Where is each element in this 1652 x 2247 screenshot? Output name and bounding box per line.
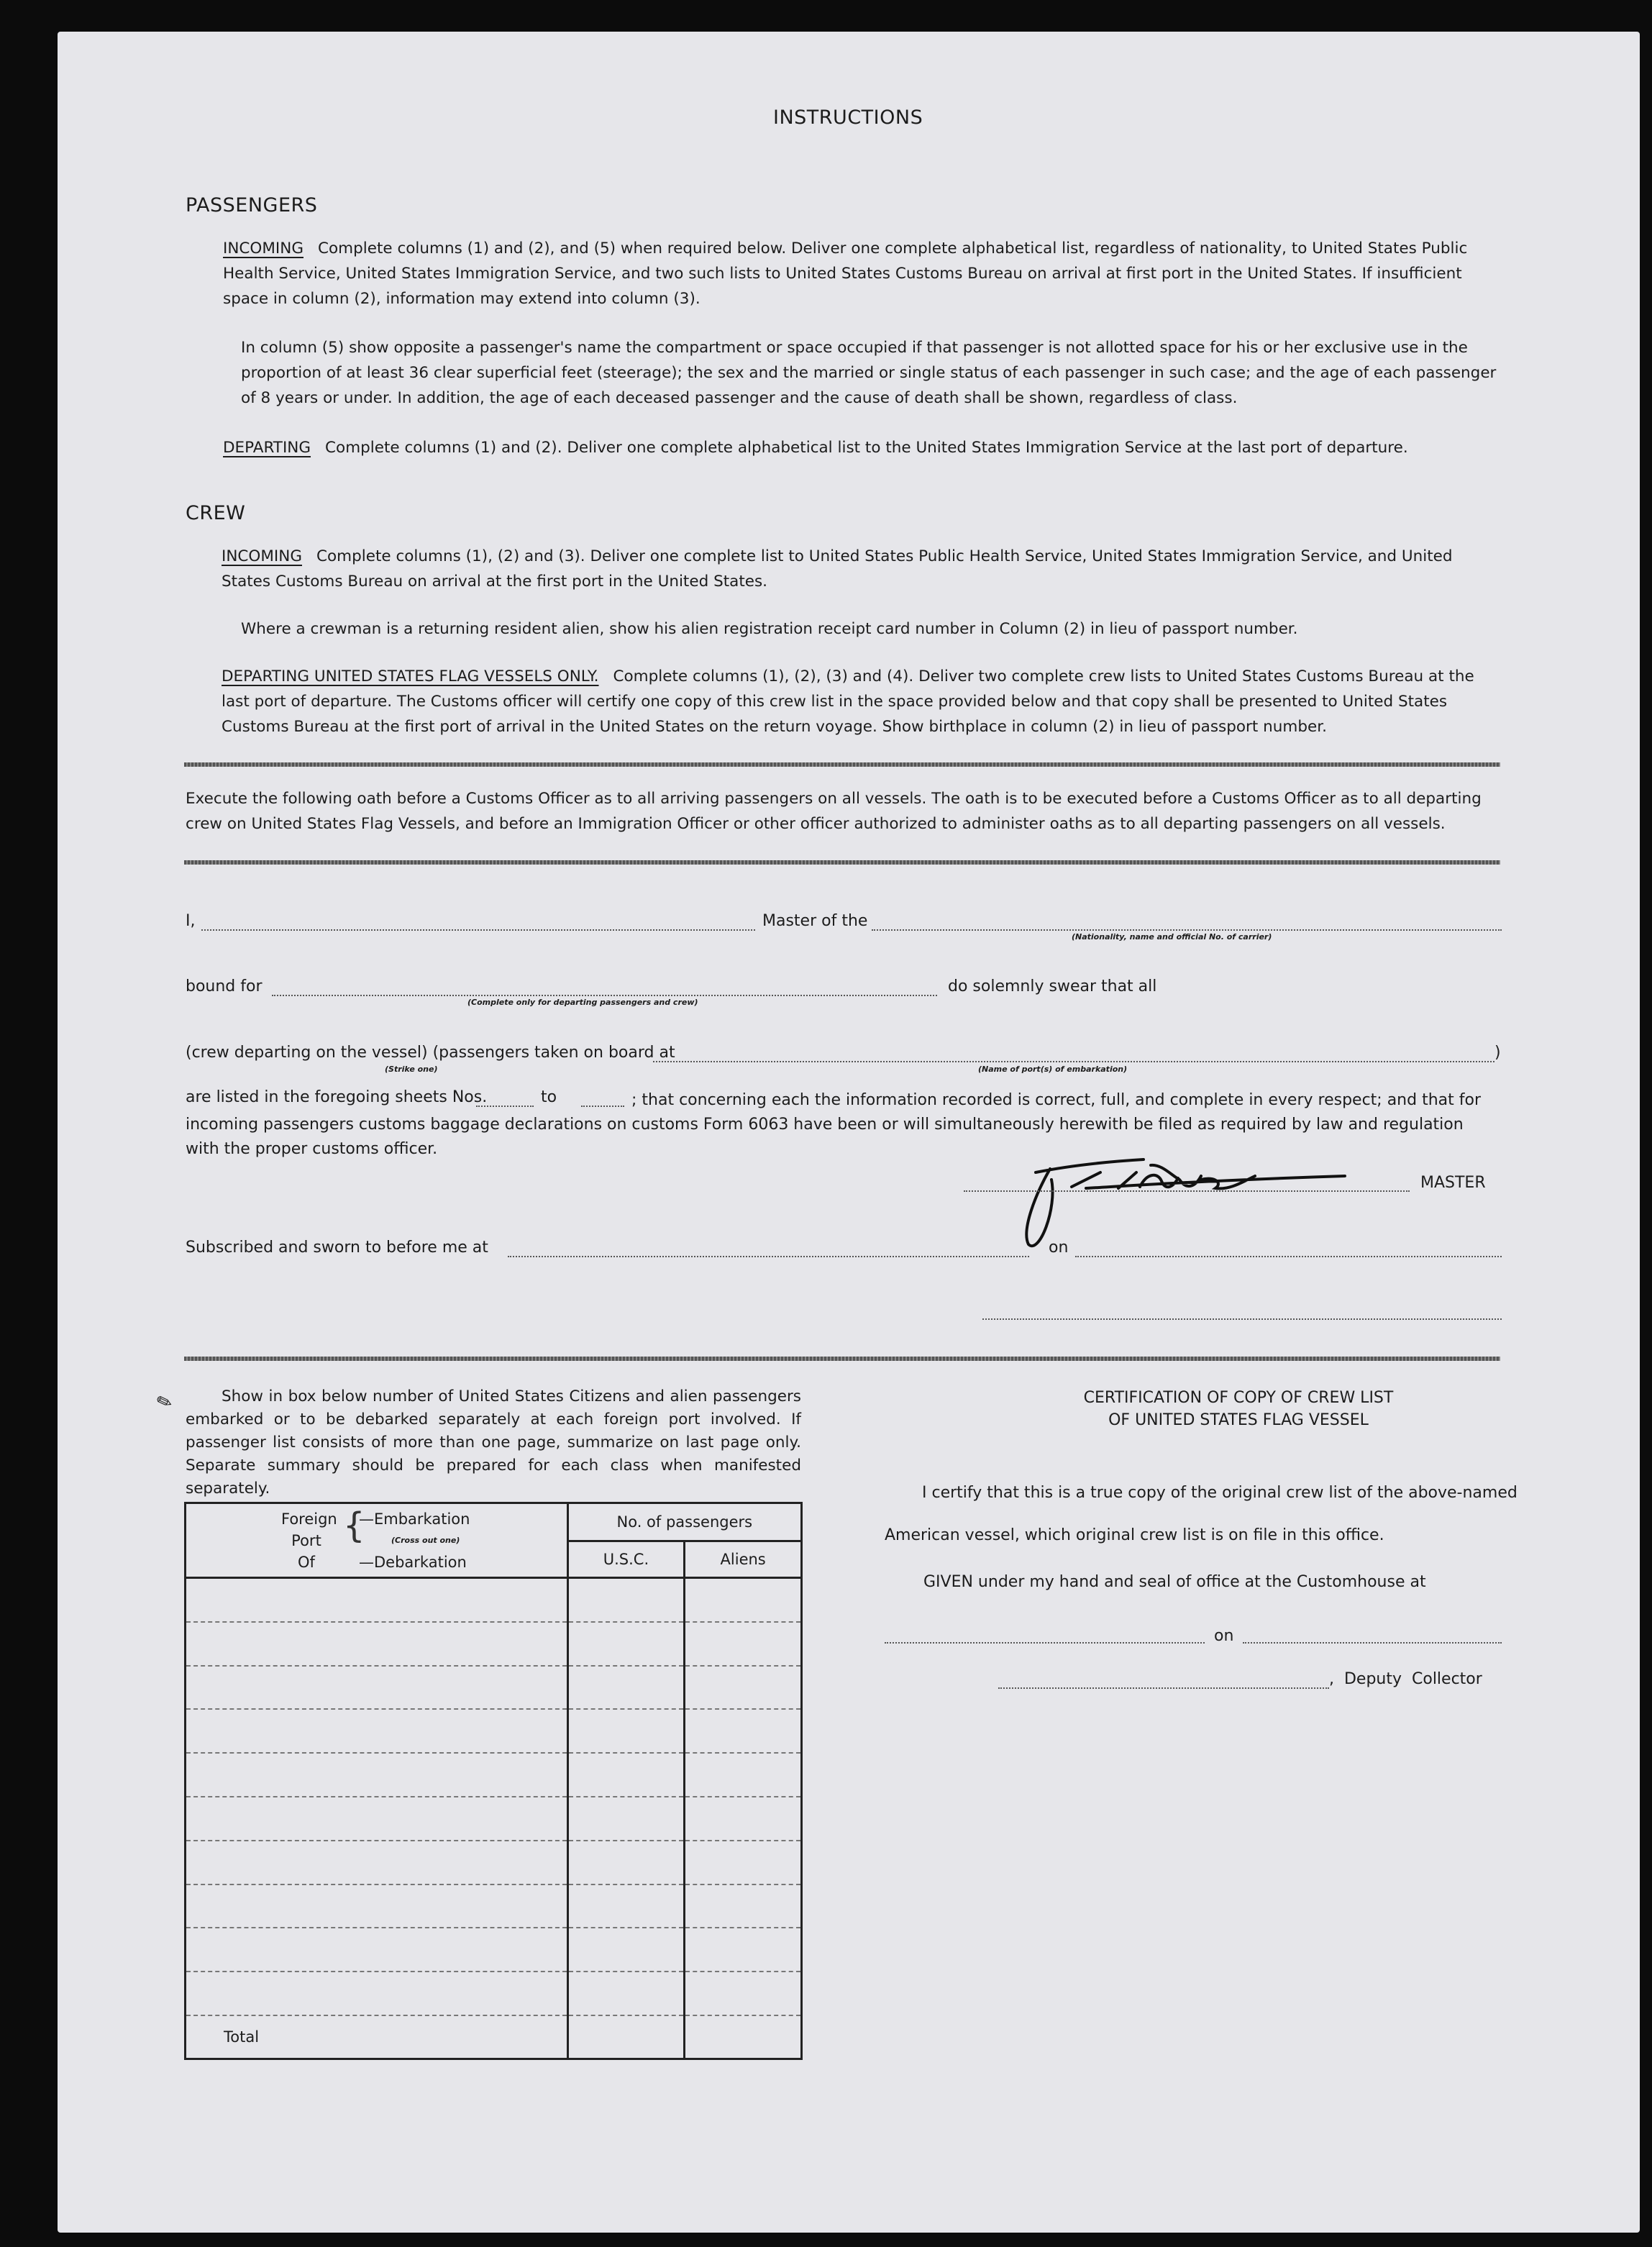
subscribed-place-line[interactable] [508,1256,1029,1257]
passengers-column5-paragraph: In column (5) show opposite a passenger's name the compartment or space occupied if that passenger is not allotted space for his or her exclusive use in the proportion of at least 36 clear superficial feet (steerage); the sex and the married or single status of each passenger in such case; and the age of each passenger of 8 years or under. In addition, the age of each deceased passenger and the cause of death shall be shown, regardless of class. [241,339,1497,407]
crew-resident-paragraph: Where a crewman is a returning resident alien, show his alien registration receipt card number in Column (2) in lieu of passport number. [241,620,1298,638]
cross-out-note: (Cross out one) [391,1536,460,1545]
bound-for-label: bound for [186,977,263,995]
table-row[interactable] [186,1753,802,1797]
nationality-note: (Nationality, name and official No. of carrier) [1072,932,1272,942]
certification-heading-line1: CERTIFICATION OF COPY OF CREW LIST [1083,1389,1394,1407]
no-passengers-header: No. of passengers [567,1503,801,1541]
passengers-departing-paragraph [223,435,1502,460]
total-label: Total [186,2015,568,2059]
master-name-line[interactable] [201,929,755,931]
total-row[interactable] [186,2015,802,2059]
table-row[interactable] [186,1928,802,1972]
embarkation-label: —Embarkation [359,1510,470,1528]
crew-incoming-text: Complete columns (1), (2) and (3). Deliver one complete list to United States Public Health Service, United States Immigration Service, and United States Customs Bureau on arrival at the first port in the United States. [222,547,1453,591]
page-title: INSTRUCTIONS [773,106,923,129]
port-column-header: Foreign Port Of { —Embarkation (Cross out one) —Debarkation [186,1503,568,1578]
table-row[interactable] [186,1709,802,1753]
oath-i-label: I, [186,912,196,930]
crew-departing-label: (crew departing on the vessel) (passengers taken on board at [186,1044,675,1062]
crew-departing-paragraph [222,664,1502,739]
close-paren: ) [1494,1044,1501,1062]
foreign-label: Foreign [281,1510,337,1528]
deputy-collector-label: , Deputy Collector [1329,1670,1482,1688]
master-label: MASTER [1420,1174,1486,1192]
passengers-incoming-label: INCOMING [223,240,304,257]
table-row[interactable] [186,1797,802,1841]
complete-only-note: (Complete only for departing passengers and crew) [467,998,698,1007]
passengers-heading: PASSENGERS [186,194,318,217]
subscribed-label: Subscribed and sworn to before me at [186,1239,488,1257]
certification-heading [879,1387,1598,1431]
subscribed-on-label: on [1049,1239,1069,1257]
table-row[interactable] [186,1622,802,1666]
certification-date-line[interactable] [1243,1642,1502,1644]
table-row[interactable] [186,1972,802,2015]
of-label: Of [298,1554,315,1571]
passenger-summary-table [184,1502,803,2060]
subscribed-date-line[interactable] [1075,1256,1502,1257]
passengers-incoming-text: Complete columns (1) and (2), and (5) when required below. Deliver one complete alphabetical list, regardless of nationality, to United States Public Health Service, United States Immigration Service, and two such lists to United States Customs Bureau on arrival at first port in the United States. If insufficient space in column (2), information may extend into column (3). [223,240,1468,308]
ports-note: (Name of port(s) of embarkation) [978,1065,1128,1074]
listed-prefix: are listed in the foregoing sheets Nos. [186,1088,488,1106]
officer-signature-line[interactable] [982,1318,1502,1320]
certify-line2: American vessel, which original crew list is on file in this office. [885,1526,1384,1544]
master-of-the-label: Master of the [762,912,868,930]
certification-heading-line2: OF UNITED STATES FLAG VESSEL [1108,1411,1369,1429]
section-divider [184,762,1500,767]
section-divider [184,860,1500,865]
listed-text: ; that concerning each the information recorded is correct, full, and complete in every respect; and that for incoming passengers customs baggage declarations on customs Form 6063 have been or will simultaneously herewith be filed as required by law and regulation with the proper customs officer. [186,1091,1482,1158]
crew-incoming-label: INCOMING [222,547,302,565]
master-signature-line[interactable] [964,1190,1410,1192]
debarkation-label: —Debarkation [359,1554,467,1571]
crew-heading: CREW [186,502,246,524]
table-row[interactable] [186,1578,802,1622]
vessel-line[interactable] [872,929,1502,931]
master-signature [1007,1136,1366,1252]
aliens-header: Aliens [685,1541,802,1578]
bound-for-line[interactable] [272,995,937,996]
certification-on-label: on [1214,1627,1234,1645]
check-mark: ✎ [153,1390,176,1416]
strike-one-note: (Strike one) [385,1065,438,1074]
usc-header: U.S.C. [567,1541,685,1578]
embarkation-port-line[interactable] [653,1061,1494,1062]
customhouse-place-line[interactable] [885,1642,1205,1644]
solemnly-swear-label: do solemnly swear that all [948,977,1157,995]
section-divider [184,1357,1500,1361]
crew-departing-text: Complete columns (1), (2), (3) and (4). Deliver two complete crew lists to United States Customs Bureau at the last port of departure. The Customs officer will certify one copy of this crew list in the space provided below and that copy shall be presented to United States Customs Bureau at the first port of arrival in the United States on the return voyage. Show birthplace in column (2) in lieu of passport number. [222,667,1474,736]
crew-departing-label: DEPARTING UNITED STATES FLAG VESSELS ONLY. [222,667,599,685]
summary-instructions: Show in box below number of United States Citizens and alien passengers embarked or to be debarked separately at each foreign port involved. If passenger list consists of more than one page, summarize on last page only. Separate summary should be prepared for each class when manifested separately. [186,1387,801,1498]
to-label: to [541,1088,557,1106]
table-row[interactable] [186,1666,802,1710]
table-row[interactable] [186,1884,802,1928]
deputy-signature-line[interactable] [998,1687,1329,1689]
passengers-departing-label: DEPARTING [223,439,311,457]
crew-incoming-paragraph [222,544,1502,594]
given-text: GIVEN under my hand and seal of office at the Customhouse at [923,1573,1426,1591]
certify-line1: I certify that this is a true copy of the original crew list of the above-named [922,1484,1518,1502]
passengers-departing-text: Complete columns (1) and (2). Deliver one complete alphabetical list to the United States Immigration Service at the last port of departure. [325,439,1408,457]
port-label: Port [291,1532,321,1549]
table-row[interactable] [186,1841,802,1884]
passengers-incoming-paragraph [223,236,1502,311]
oath-instructions: Execute the following oath before a Customs Officer as to all arriving passengers on all vessels. The oath is to be executed before a Customs Officer as to all departing crew on United States Flag Vessels, and before an Immigration Officer or other officer authorized to administer oaths as to all departing passengers on all vessels. [186,790,1482,833]
